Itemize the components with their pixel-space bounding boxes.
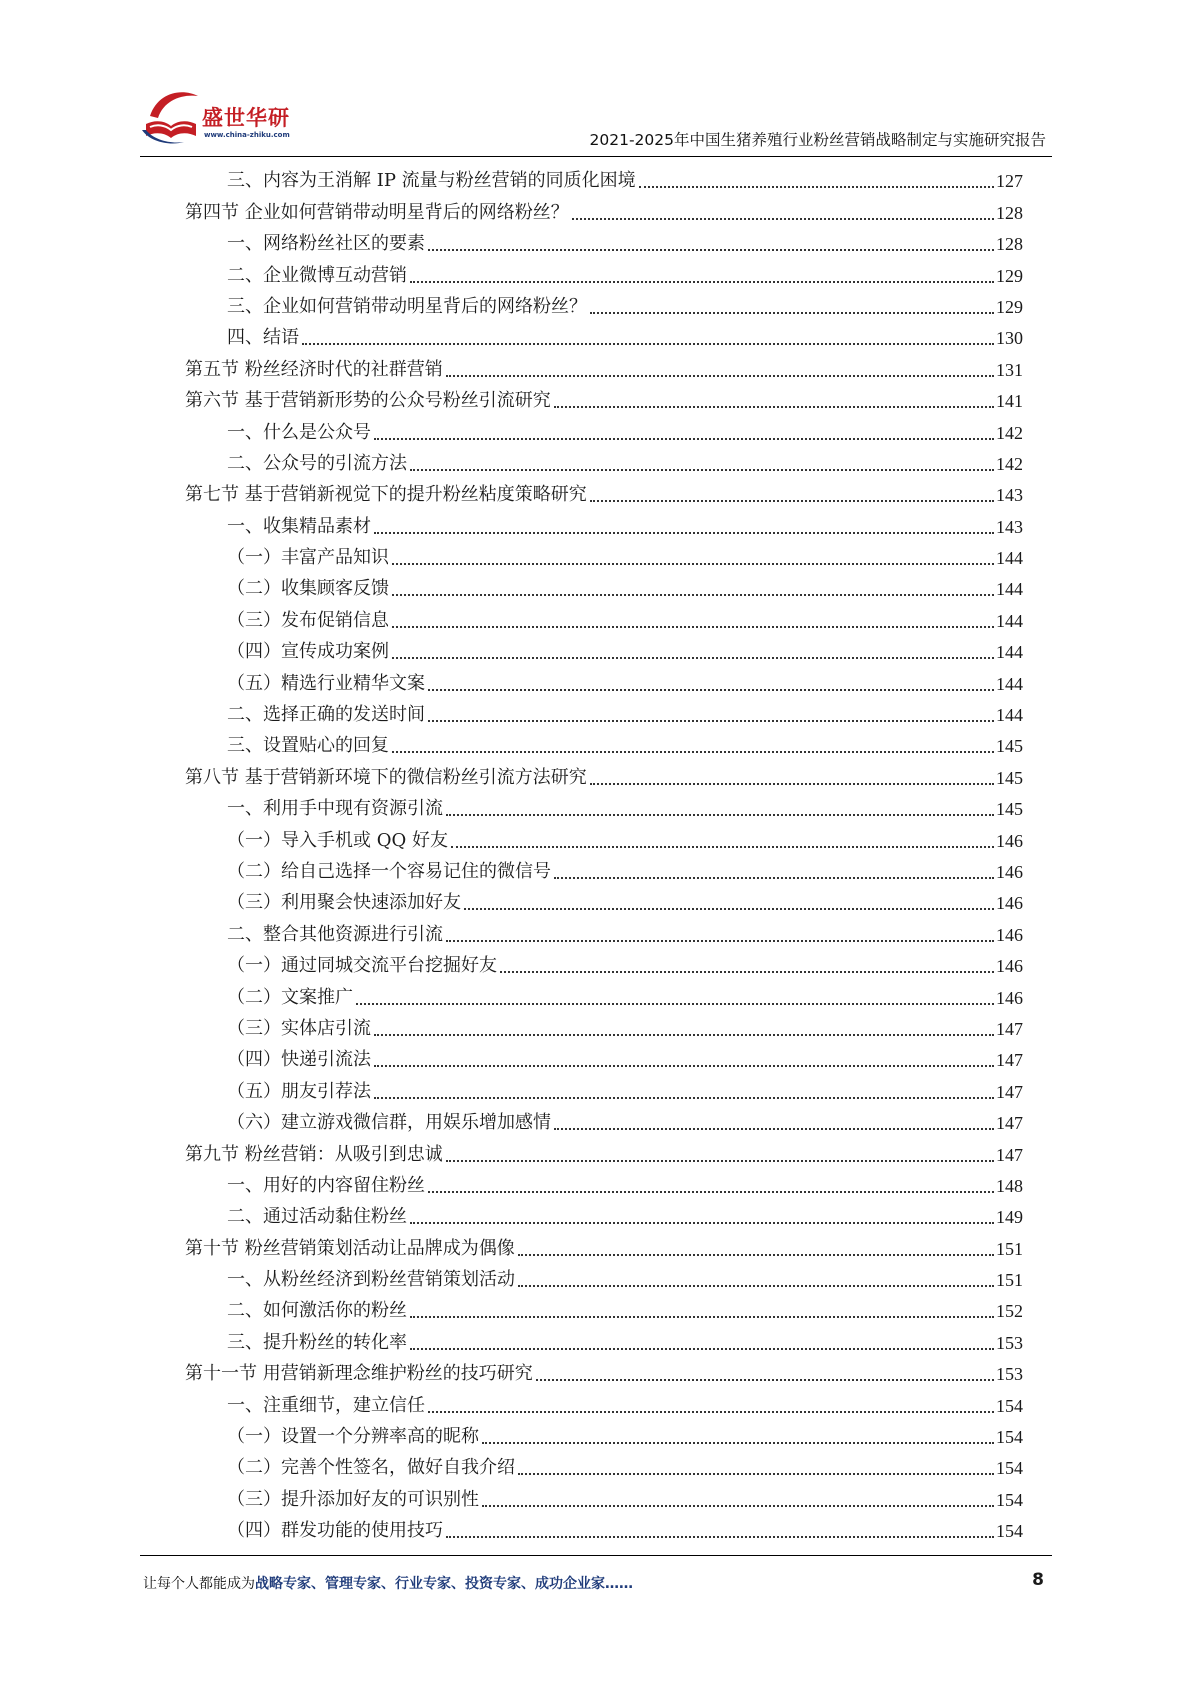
toc-entry[interactable]	[185, 1354, 1023, 1385]
toc-dot-leader	[446, 940, 994, 942]
toc-dot-leader	[590, 312, 994, 314]
toc-entry-label: （四）宣传成功案例	[227, 641, 389, 663]
toc-entry[interactable]	[185, 255, 1023, 286]
toc-entry-page: 144	[996, 705, 1023, 726]
toc-entry-label: 一、收集精品素材	[227, 515, 371, 537]
toc-entry[interactable]	[185, 600, 1023, 631]
toc-entry-page: 151	[996, 1270, 1023, 1291]
toc-entry-page: 130	[996, 328, 1023, 349]
toc-entry[interactable]	[185, 569, 1023, 600]
toc-entry[interactable]	[185, 977, 1023, 1008]
toc-entry-label: 二、通过活动黏住粉丝	[227, 1206, 407, 1228]
toc-entry[interactable]	[185, 1103, 1023, 1134]
toc-dot-leader	[392, 657, 994, 659]
toc-entry-label: 第十一节 用营销新理念维护粉丝的技巧研究	[185, 1363, 533, 1385]
toc-dot-leader	[428, 1411, 994, 1413]
toc-entry-page: 147	[996, 1050, 1023, 1071]
footer-prefix: 让每个人都能成为	[143, 1576, 255, 1592]
toc-entry-page: 154	[996, 1521, 1023, 1542]
toc-entry[interactable]	[185, 1228, 1023, 1259]
toc-entry-page: 144	[996, 642, 1023, 663]
toc-dot-leader	[374, 532, 994, 534]
footer-divider	[140, 1555, 1052, 1556]
toc-entry[interactable]	[185, 757, 1023, 788]
toc-dot-leader	[410, 469, 994, 471]
page-header	[140, 80, 1052, 162]
toc-entry[interactable]	[185, 1071, 1023, 1102]
toc-dot-leader	[536, 1379, 994, 1381]
toc-entry-page: 129	[996, 265, 1023, 286]
toc-entry-page: 141	[996, 391, 1023, 412]
toc-entry-label: 第四节 企业如何营销带动明星背后的网络粉丝？	[185, 201, 569, 223]
toc-entry-label: 三、内容为王消解 IP 流量与粉丝营销的同质化困境	[227, 170, 636, 192]
toc-dot-leader	[554, 406, 994, 408]
footer-slogan	[143, 1573, 633, 1593]
toc-entry-label: 二、如何激活你的粉丝	[227, 1300, 407, 1322]
toc-dot-leader	[639, 186, 994, 188]
toc-entry-label: 第九节 粉丝营销：从吸引到忠诚	[185, 1143, 443, 1165]
toc-entry[interactable]	[185, 444, 1023, 475]
toc-entry-page: 154	[996, 1427, 1023, 1448]
toc-entry-page: 144	[996, 673, 1023, 694]
toc-dot-leader	[446, 375, 994, 377]
toc-dot-leader	[446, 1160, 994, 1162]
toc-entry-label: 第五节 粉丝经济时代的社群营销	[185, 358, 443, 380]
logo-url: www.china-zhiku.com	[204, 131, 290, 139]
toc-entry[interactable]	[185, 1322, 1023, 1353]
toc-entry-label: （二）完善个性签名，做好自我介绍	[227, 1457, 515, 1479]
toc-dot-leader	[518, 1473, 994, 1475]
toc-entry-page: 145	[996, 736, 1023, 757]
toc-dot-leader	[374, 1097, 994, 1099]
toc-entry-label: 三、企业如何营销带动明星背后的网络粉丝？	[227, 295, 587, 317]
toc-dot-leader	[428, 249, 994, 251]
toc-entry[interactable]	[185, 914, 1023, 945]
toc-entry[interactable]	[185, 475, 1023, 506]
toc-entry-page: 146	[996, 956, 1023, 977]
toc-entry-label: 三、提升粉丝的转化率	[227, 1331, 407, 1353]
toc-entry-page: 153	[996, 1332, 1023, 1353]
toc-entry[interactable]	[185, 349, 1023, 380]
toc-dot-leader	[482, 1442, 994, 1444]
toc-dot-leader	[500, 971, 994, 973]
toc-entry-page: 147	[996, 1113, 1023, 1134]
toc-entry-page: 154	[996, 1395, 1023, 1416]
toc-entry-label: 三、设置贴心的回复	[227, 735, 389, 757]
toc-entry[interactable]	[185, 192, 1023, 223]
logo-name: 盛世华研	[202, 106, 290, 130]
toc-entry[interactable]	[185, 412, 1023, 443]
toc-entry-page: 129	[996, 296, 1023, 317]
toc-entry-page: 131	[996, 359, 1023, 380]
toc-entry-page: 146	[996, 924, 1023, 945]
toc-entry-page: 128	[996, 202, 1023, 223]
toc-entry-label: （三）发布促销信息	[227, 609, 389, 631]
toc-entry-page: 144	[996, 548, 1023, 569]
toc-entry-page: 142	[996, 453, 1023, 474]
toc-entry[interactable]	[185, 538, 1023, 569]
toc-entry[interactable]	[185, 789, 1023, 820]
toc-entry[interactable]	[185, 1417, 1023, 1448]
toc-entry-label: （二）文案推广	[227, 986, 353, 1008]
toc-entry-page: 128	[996, 234, 1023, 255]
table-of-contents	[185, 161, 1023, 1542]
toc-entry-page: 151	[996, 1238, 1023, 1259]
toc-entry-label: 四、结语	[227, 327, 299, 349]
toc-entry[interactable]	[185, 1260, 1023, 1291]
toc-dot-leader	[392, 563, 994, 565]
toc-entry-label: 二、公众号的引流方法	[227, 452, 407, 474]
toc-dot-leader	[446, 814, 994, 816]
toc-entry-label: 一、利用手中现有资源引流	[227, 798, 443, 820]
toc-entry[interactable]	[185, 946, 1023, 977]
report-title: 2021-2025年中国生猪养殖行业粉丝营销战略制定与实施研究报告	[589, 131, 1046, 149]
toc-entry-label: （三）提升添加好友的可识别性	[227, 1488, 479, 1510]
toc-entry-label: 二、整合其他资源进行引流	[227, 923, 443, 945]
toc-entry[interactable]	[185, 663, 1023, 694]
toc-entry-label: （三）利用聚会快速添加好友	[227, 892, 461, 914]
toc-entry[interactable]	[185, 1134, 1023, 1165]
toc-dot-leader	[428, 689, 994, 691]
toc-entry-page: 148	[996, 1175, 1023, 1196]
toc-dot-leader	[410, 1348, 994, 1350]
header-divider	[140, 156, 1052, 157]
toc-entry-page: 127	[996, 171, 1023, 192]
toc-entry[interactable]	[185, 1009, 1023, 1040]
toc-entry[interactable]	[185, 632, 1023, 663]
toc-entry[interactable]	[185, 224, 1023, 255]
toc-entry-label: （二）收集顾客反馈	[227, 578, 389, 600]
toc-dot-leader	[374, 438, 994, 440]
toc-entry-label: 第七节 基于营销新视觉下的提升粉丝粘度策略研究	[185, 484, 587, 506]
toc-entry[interactable]	[185, 1385, 1023, 1416]
toc-entry[interactable]	[185, 506, 1023, 537]
toc-dot-leader	[374, 1034, 994, 1036]
toc-entry-label: 一、从粉丝经济到粉丝营销策划活动	[227, 1269, 515, 1291]
toc-entry-page: 145	[996, 799, 1023, 820]
logo	[140, 80, 310, 150]
toc-entry[interactable]	[185, 381, 1023, 412]
toc-dot-leader	[410, 281, 994, 283]
toc-entry-label: 一、什么是公众号	[227, 421, 371, 443]
toc-entry-label: （三）实体店引流	[227, 1017, 371, 1039]
toc-dot-leader	[392, 751, 994, 753]
toc-entry[interactable]	[185, 820, 1023, 851]
toc-entry[interactable]	[185, 1291, 1023, 1322]
toc-entry-page: 147	[996, 1144, 1023, 1165]
toc-dot-leader	[554, 877, 994, 879]
toc-dot-leader	[428, 1191, 994, 1193]
toc-dot-leader	[451, 846, 994, 848]
toc-entry-page: 154	[996, 1458, 1023, 1479]
toc-entry-page: 142	[996, 422, 1023, 443]
toc-entry-label: （四）群发功能的使用技巧	[227, 1520, 443, 1542]
toc-entry[interactable]	[185, 1479, 1023, 1510]
toc-dot-leader	[554, 1128, 994, 1130]
toc-dot-leader	[392, 594, 994, 596]
toc-entry-label: 二、选择正确的发送时间	[227, 704, 425, 726]
toc-dot-leader	[482, 1505, 994, 1507]
toc-dot-leader	[356, 1003, 994, 1005]
toc-entry-label: （一）丰富产品知识	[227, 547, 389, 569]
toc-entry-label: 第六节 基于营销新形势的公众号粉丝引流研究	[185, 390, 551, 412]
toc-entry-page: 146	[996, 987, 1023, 1008]
toc-dot-leader	[518, 1285, 994, 1287]
toc-entry-label: （二）给自己选择一个容易记住的微信号	[227, 860, 551, 882]
toc-dot-leader	[410, 1222, 994, 1224]
toc-entry-page: 147	[996, 1018, 1023, 1039]
book-swoosh-logo-icon	[140, 86, 202, 148]
toc-entry-label: 一、用好的内容留住粉丝	[227, 1174, 425, 1196]
toc-entry-page: 143	[996, 516, 1023, 537]
toc-dot-leader	[302, 343, 994, 345]
toc-entry[interactable]	[185, 318, 1023, 349]
toc-entry-label: （五）朋友引荐法	[227, 1080, 371, 1102]
toc-dot-leader	[446, 1536, 994, 1538]
toc-dot-leader	[374, 1065, 994, 1067]
toc-entry-page: 144	[996, 610, 1023, 631]
toc-entry-label: （一）导入手机或 QQ 好友	[227, 829, 448, 851]
toc-entry[interactable]	[185, 161, 1023, 192]
toc-entry[interactable]	[185, 1511, 1023, 1542]
toc-entry-label: 二、企业微博互动营销	[227, 264, 407, 286]
toc-entry-label: （四）快递引流法	[227, 1049, 371, 1071]
toc-entry-label: 一、网络粉丝社区的要素	[227, 233, 425, 255]
toc-entry-page: 146	[996, 861, 1023, 882]
toc-dot-leader	[590, 500, 994, 502]
toc-entry-page: 146	[996, 893, 1023, 914]
toc-entry[interactable]	[185, 1166, 1023, 1197]
toc-dot-leader	[590, 783, 994, 785]
toc-entry-label: 一、注重细节，建立信任	[227, 1394, 425, 1416]
toc-dot-leader	[428, 720, 994, 722]
toc-entry-page: 154	[996, 1489, 1023, 1510]
toc-entry-page: 145	[996, 767, 1023, 788]
toc-entry-page: 149	[996, 1207, 1023, 1228]
toc-entry-page: 152	[996, 1301, 1023, 1322]
footer-highlight: 战略专家、管理专家、行业专家、投资专家、成功企业家……	[255, 1576, 633, 1592]
toc-entry[interactable]	[185, 726, 1023, 757]
toc-entry-label: （一）设置一个分辨率高的昵称	[227, 1426, 479, 1448]
toc-entry[interactable]	[185, 1040, 1023, 1071]
toc-entry-label: 第八节 基于营销新环境下的微信粉丝引流方法研究	[185, 766, 587, 788]
toc-entry-page: 144	[996, 579, 1023, 600]
toc-dot-leader	[572, 218, 994, 220]
toc-dot-leader	[392, 626, 994, 628]
toc-entry-page: 147	[996, 1081, 1023, 1102]
toc-entry[interactable]	[185, 1197, 1023, 1228]
toc-dot-leader	[464, 908, 994, 910]
toc-entry-label: （六）建立游戏微信群，用娱乐增加感情	[227, 1112, 551, 1134]
toc-entry[interactable]	[185, 852, 1023, 883]
toc-dot-leader	[410, 1316, 994, 1318]
toc-dot-leader	[518, 1254, 994, 1256]
toc-entry-page: 146	[996, 830, 1023, 851]
toc-entry-label: （五）精选行业精华文案	[227, 672, 425, 694]
toc-entry-page: 143	[996, 485, 1023, 506]
page-number: 8	[1032, 1570, 1044, 1590]
toc-entry-label: 第十节 粉丝营销策划活动让品牌成为偶像	[185, 1237, 515, 1259]
toc-entry[interactable]	[185, 287, 1023, 318]
toc-entry[interactable]	[185, 695, 1023, 726]
toc-entry-label: （一）通过同城交流平台挖掘好友	[227, 955, 497, 977]
toc-entry[interactable]	[185, 1448, 1023, 1479]
toc-entry-page: 153	[996, 1364, 1023, 1385]
toc-entry[interactable]	[185, 883, 1023, 914]
